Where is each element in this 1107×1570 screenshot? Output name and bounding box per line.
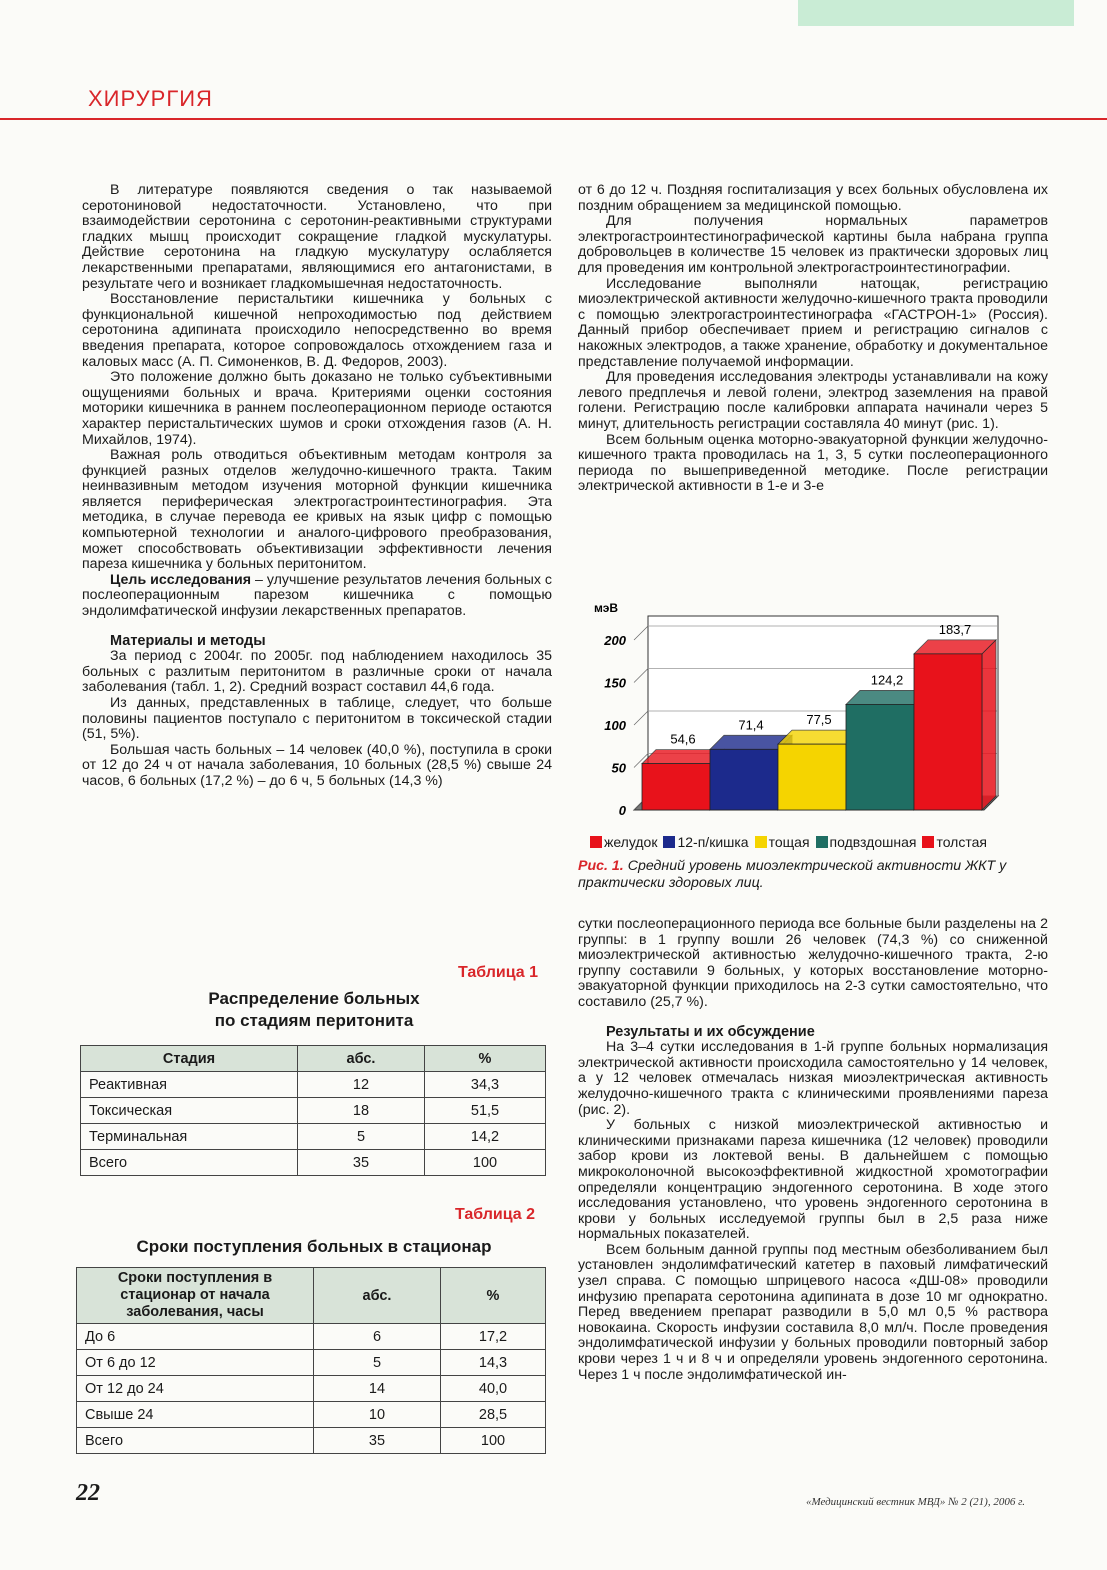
legend-item	[816, 834, 917, 850]
table2-label: Таблица 2	[455, 1206, 536, 1223]
paragraph: Из данных, представленных в таблице, следует, что больше половины пациентов поступало с перитонитом в токсической стадии (51, 5%).	[82, 695, 552, 743]
table-cell: Терминальная	[81, 1124, 298, 1150]
table2-header: абс.	[314, 1268, 441, 1324]
table-cell: 100	[425, 1150, 546, 1176]
caption-text: Средний уровень миоэлектрической активности ЖКТ у практически здоровых лиц.	[578, 858, 1007, 891]
y-tick-label: 100	[604, 718, 626, 733]
paragraph: Исследование выполняли натощак, регистрацию миоэлектрической активности желудочно-кишечного тракта проводили с помощью электрогастроинтестинографа «ГАСТРОН-1» (Россия). Данный прибор обеспечивает прием и регистрацию сигналов с накожных электродов, а также хранение, обработку и документальное представление получаемой информации.	[578, 275, 1048, 370]
chart-legend	[590, 834, 993, 850]
paragraph: Для проведения исследования электроды устанавливали на кожу левого предплечья и левой голени, электрод заземления на правой голени. Регистрацию после калибровки аппарата начинали через 5 минут, длительность регистрации составляла 40 минут (рис. 1).	[578, 369, 1048, 432]
table-row	[81, 1098, 546, 1124]
table-cell: 6	[314, 1324, 441, 1350]
table-row	[77, 1376, 546, 1402]
legend-swatch	[755, 836, 767, 848]
table-cell: 5	[314, 1350, 441, 1376]
table-cell: 34,3	[425, 1072, 546, 1098]
table2	[76, 1267, 546, 1454]
bar-value-label: 124,2	[870, 672, 904, 688]
table-cell: 100	[441, 1428, 546, 1454]
paragraph: За период с 2004г. по 2005г. под наблюдением находилось 35 больных с разлитым перитонитом в различные сроки от начала заболевания (табл. 1, 2). Средний возраст составил 44,6 года.	[82, 648, 552, 696]
legend-label: тощая	[768, 834, 810, 850]
table-cell: Всего	[77, 1428, 314, 1454]
bar	[642, 764, 710, 810]
table-cell: 14	[314, 1376, 441, 1402]
table-cell: 35	[314, 1428, 441, 1454]
table-cell: 51,5	[425, 1098, 546, 1124]
table-cell: 18	[298, 1098, 425, 1124]
figure-caption	[578, 858, 1048, 892]
bar-value-label: 71,4	[738, 717, 764, 733]
table-row	[77, 1350, 546, 1376]
table-cell: 14,2	[425, 1124, 546, 1150]
paragraph: У больных с низкой миоэлектрической активностью и клиническими признаками пареза кишечника (12 человек) проводили забор крови из локтевой вены. В дальнейшем с помощью микроколоночной высокоэффективной жидкостной хромотографии определяли концентрацию эндогенного серотонина. В ходе этого исследования установлено, что уровень эндогенного серотонина в крови у больных исследуемой группы был в 2,5 раза ниже нормальных показателей.	[578, 1117, 1048, 1243]
table1-title-line: по стадиям перитонита	[214, 1011, 414, 1030]
paragraph: Это положение должно быть доказано не только субъективными ощущениями больных и врача. Критериями оценки состояния моторики кишечника в раннем послеоперационном периоде остаются характер перистальтических шумов и сроки отхождения газов (А. Н. Михайлов, 1974).	[82, 369, 552, 448]
table1-header: абс.	[298, 1046, 425, 1072]
table-cell: Свыше 24	[77, 1402, 314, 1428]
bar-top	[914, 640, 996, 654]
paragraph: Важная роль отводиться объективным методам контроля за функцией разных отделов желудочно-кишечного тракта. Таким неинвазивным методом изучения моторной функции кишечника является периферическая электрогастроинтестинография. Эта методика, в случае перевода ее кривых на язык цифр с помощью компьютерной технологии и аналого-цифрового преобразования, может способствовать объективизации эффективности лечения пареза кишечника у больных перитонитом.	[82, 447, 552, 573]
legend-swatch	[663, 836, 675, 848]
goal-text: – улучшение результатов лечения больных с послеоперационным парезом кишечника с помощью эндолимфатической инфузии лекарственных препаратов.	[82, 571, 552, 620]
table1-header: Стадия	[81, 1046, 298, 1072]
paragraph: Всем больным оценка моторно-эвакуаторной функции желудочно-кишечного тракта проводилась на 1, 3, 5 сутки послеоперационного периода по вышеприведенной методике. После регистрации электрической активности в 1-е и 3-е	[578, 431, 1048, 495]
methods-heading: Материалы и методы	[110, 632, 266, 649]
table-cell: 10	[314, 1402, 441, 1428]
table-row	[77, 1402, 546, 1428]
legend-item	[922, 834, 987, 850]
table-cell: До 6	[77, 1324, 314, 1350]
chart-gridline-side	[634, 669, 648, 683]
left-column	[82, 183, 552, 790]
table-cell: Токсическая	[81, 1098, 298, 1124]
table2-header: Сроки поступления в стационар от начала заболевания, часы	[77, 1268, 314, 1324]
legend-label: желудок	[604, 834, 658, 850]
table-row	[81, 1072, 546, 1098]
table-cell: Реактивная	[81, 1072, 298, 1098]
legend-label: толстая	[936, 834, 987, 850]
journal-footer: «Медицинский вестник МВД» № 2 (21), 2006 г.	[806, 1496, 1025, 1508]
right-column-top	[578, 183, 1048, 495]
table-cell: 35	[298, 1150, 425, 1176]
y-axis-label: мэВ	[594, 601, 619, 615]
legend-swatch	[590, 836, 602, 848]
goal-paragraph	[82, 573, 552, 620]
paragraph: сутки послеоперационного периода все больные были разделены на 2 группы: в 1 группу вошли 26 человек (74,3 %) со сниженной миоэлектрической активностью желудочно-кишечного тракта, 2-ю группу составили 9 больных, у которых восстановление моторно-эвакуаторной функции приходилось на 2-3 сутки самостоятельно, что составило (25,7 %).	[578, 916, 1048, 1010]
table1-title	[82, 988, 546, 1032]
paragraph: от 6 до 12 ч. Поздняя госпитализация у всех больных обусловлена их поздним обращением за медицинской помощью.	[578, 182, 1048, 214]
header-rule	[0, 118, 1107, 120]
paragraph: Всем больным данной группы под местным обезболиванием был установлен эндолимфатический катетер в паховый лимфатический узел справа. С помощью шприцевого насоса «ДШ-08» проводили инфузию препарата серотонина адипината в дозе 10 мг однократно. Перед введением препарат разводили в 5,0 мл 0,5 % раствора новокаина. Скорость инфузии составила 8,0 мл/ч. После проведения эндолимфатической инфузии у больных проводили повторный забор крови через 1 ч и 8 ч и определяли уровень эндогенного серотонина. Через 1 ч после эндолимфатической ин-	[578, 1241, 1048, 1383]
paragraph: На 3–4 сутки исследования в 1-й группе больных нормализация электрической активности происходила самостоятельно у 14 человек, а у 12 человек отмечалась низкая миоэлектрическая активность желудочно-кишечного тракта с клиническими проявлениями пареза (рис. 2).	[578, 1039, 1048, 1118]
chart-svg	[590, 598, 1050, 834]
legend-label: подвздошная	[829, 834, 917, 850]
page-number: 22	[76, 1480, 100, 1506]
table1-label: Таблица 1	[458, 964, 539, 981]
bar	[914, 654, 982, 810]
y-tick-label: 200	[604, 633, 626, 648]
goal-label: Цель исследования	[110, 571, 252, 588]
bar-value-label: 77,5	[806, 712, 832, 728]
y-tick-label: 50	[611, 760, 626, 776]
results-heading: Результаты и их обсуждение	[606, 1023, 815, 1040]
caption-label: Рис. 1.	[578, 858, 624, 874]
table-cell: От 12 до 24	[77, 1376, 314, 1402]
table-row	[81, 1150, 546, 1176]
legend-item	[755, 834, 810, 850]
table-cell: 28,5	[441, 1402, 546, 1428]
y-tick-label: 150	[604, 675, 626, 691]
paragraph: Большая часть больных – 14 человек (40,0 %), поступила в сроки от 12 до 24 ч от начала заболевания, 10 больных (28,5 %) свыше 24 часов, 6 больных (17,2 %) – до 6 ч, 5 больных (14,3 %)	[82, 741, 552, 789]
y-tick-label: 0	[618, 803, 626, 818]
legend-item	[590, 834, 657, 850]
bar-value-label: 183,7	[938, 621, 972, 637]
table1-title-line: Распределение больных	[208, 989, 420, 1008]
table-cell: 12	[298, 1072, 425, 1098]
table-cell: 17,2	[441, 1324, 546, 1350]
table2-header: %	[441, 1268, 546, 1324]
chart-gridline-side	[634, 711, 648, 725]
table1	[80, 1045, 546, 1176]
bar-chart	[590, 598, 1050, 858]
chart-gridline-side	[634, 626, 648, 640]
table-row	[77, 1428, 546, 1454]
legend-swatch	[922, 836, 934, 848]
paragraph: Восстановление перистальтики кишечника у больных с функциональной кишечной непроходимостью под действием серотонина адипината происходило непосредственно во время введения препарата, которое сопровождалось отхождением газа и каловых масс (А. П. Симоненков, В. Д. Федоров, 2003).	[82, 291, 552, 370]
table2-title: Сроки поступления больных в стационар	[136, 1237, 492, 1256]
section-title: ХИРУРГИЯ	[88, 86, 213, 111]
bar	[846, 704, 914, 810]
table-cell: Всего	[81, 1150, 298, 1176]
table-row	[77, 1324, 546, 1350]
table1-header: %	[425, 1046, 546, 1072]
table-cell: 14,3	[441, 1350, 546, 1376]
bar-value-label: 54,6	[670, 731, 696, 747]
bar	[778, 744, 846, 810]
legend-label: 12-п/кишка	[677, 834, 749, 850]
table-cell: 5	[298, 1124, 425, 1150]
table-cell: От 6 до 12	[77, 1350, 314, 1376]
right-column-bottom	[578, 917, 1048, 1383]
corner-tab	[798, 0, 1074, 26]
table-row	[81, 1124, 546, 1150]
paragraph: В литературе появляются сведения о так называемой серотониновой недостаточности. Установлено, что при взаимодействии серотонина с серотонин-реактивными структурами гладких мышц происходит сокращение гладкой мускулатуры. Действие серотонина на гладкую мускулатуру ослабляется лекарственными препаратами, являющимися его антагонистами, в результате чего и возникает гладкомышечная недостаточность.	[82, 182, 552, 292]
bar-side	[982, 640, 996, 810]
legend-swatch	[816, 836, 828, 848]
bar	[710, 749, 778, 810]
table-cell: 40,0	[441, 1376, 546, 1402]
paragraph: Для получения нормальных параметров электрогастроинтестинографической картины была набрана группа добровольцев в количестве 15 человек из практически здоровых лиц для проведения им контрольной электрогастроинтестинографии.	[578, 213, 1048, 276]
legend-item	[663, 834, 748, 850]
